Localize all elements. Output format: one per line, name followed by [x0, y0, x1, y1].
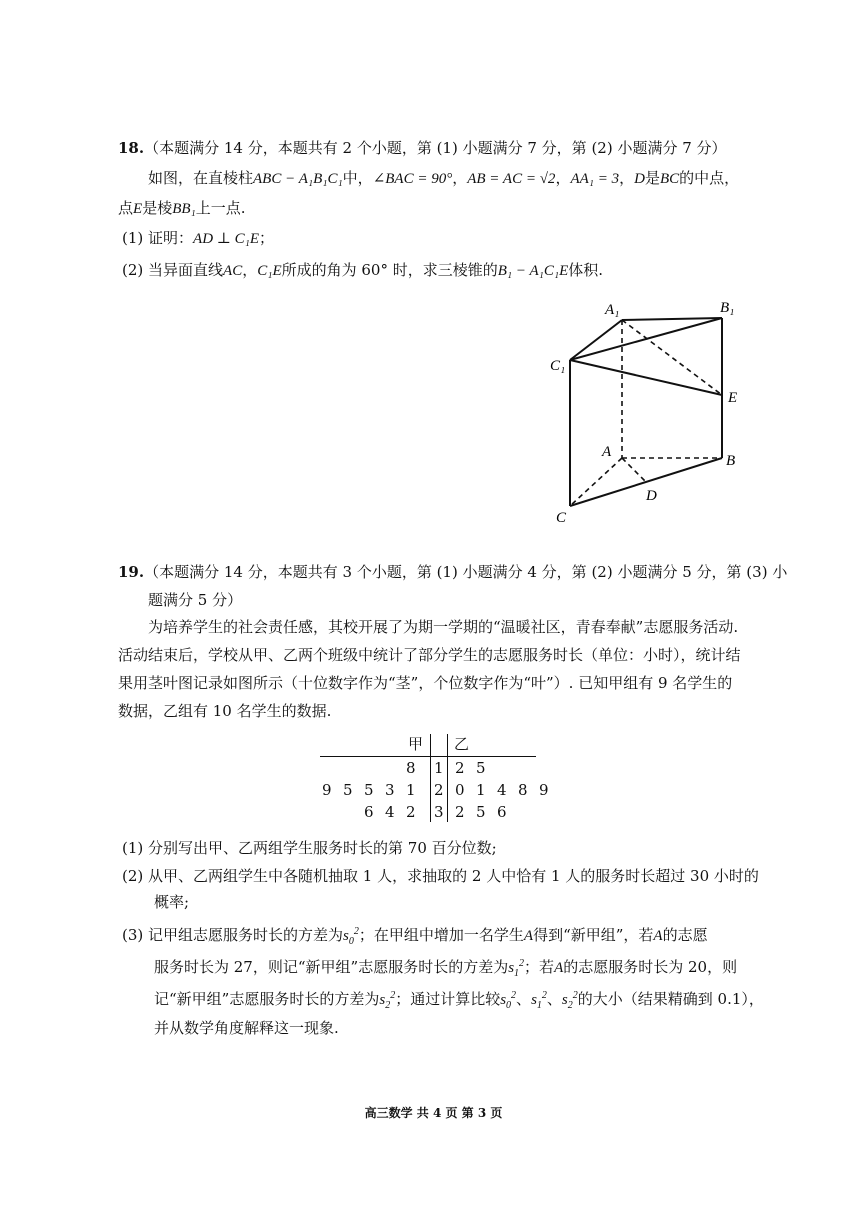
var-s: s: [343, 928, 349, 944]
leaf-right: 0: [455, 781, 465, 799]
q19-sub1-text: 分别写出甲、乙两组学生服务时长的第 70 百分位数;: [148, 839, 497, 857]
variance-s0: [343, 926, 359, 947]
q18-sep-2: ，: [555, 169, 571, 187]
label-d: D: [646, 488, 657, 504]
variance-s1: [508, 958, 525, 979]
leaf-left: 1: [406, 781, 416, 799]
q19-sub3-line2: [154, 954, 737, 984]
label-b1: B₁: [720, 300, 735, 316]
q19-sub3-text-2c: 的志愿服务时长为 20，则: [563, 958, 738, 976]
stem-leaf-right-header: 乙: [454, 735, 470, 753]
q18-header: （本题满分 14 分，本题共有 2 个小题，第 (1) 小题满分 7 分，第 (2) 小题满分 7 分）: [144, 139, 727, 157]
var-s: s: [500, 992, 507, 1008]
q18-prism-math: ABC − A₁B₁C₁: [253, 171, 343, 187]
prism-figure: [540, 290, 770, 530]
q18-stem-line2: [118, 198, 246, 219]
label-c1: C₁: [550, 358, 566, 374]
q18-bb1-math: BB₁: [172, 201, 196, 217]
label-c: C: [556, 510, 567, 526]
leaf-right: 5: [476, 803, 486, 821]
q18-number: 18.: [118, 139, 145, 157]
q18-part2-label: (2): [122, 261, 144, 279]
q18-part2: [122, 260, 603, 281]
q18-stem-text-4: 是: [644, 169, 660, 187]
leaf-left: 3: [385, 781, 395, 799]
q19-sub3-text-3a: 记“新甲组”志愿服务时长的方差为: [154, 990, 380, 1008]
q18-part2-math-tetra: B₁ − A₁C₁E: [497, 263, 569, 279]
leaf-right: 5: [476, 759, 486, 777]
q19-sub2-line2: 概率;: [154, 893, 190, 911]
variance-s0: [500, 990, 517, 1011]
q19-sub3-text-1d: 的志愿: [662, 926, 708, 944]
stem-leaf-header-rule: [320, 756, 536, 757]
q18-stem-text-6: 点: [118, 199, 134, 217]
q19-sub3-sep1: 、: [516, 990, 532, 1008]
q18-stem-text-7: 是棱: [142, 199, 173, 217]
stem-value: 3: [434, 803, 444, 821]
leaf-right: 1: [476, 781, 486, 799]
q18-stem-text-2: 中，: [342, 169, 373, 187]
leaf-left: 5: [343, 781, 353, 799]
q19-sub3-text-3c: 的大小（结果精确到 0.1），: [577, 990, 764, 1008]
q19-para-line4: 数据，乙组有 10 名学生的数据.: [118, 702, 332, 720]
var-a: A: [653, 928, 663, 944]
q19-header-1: （本题满分 14 分，本题共有 3 个小题，第 (1) 小题满分 4 分，第 (2) 小题满分 5 分，第 (3) 小: [144, 563, 788, 581]
q18-part1-label: (1): [122, 229, 144, 247]
var-s: s: [508, 960, 515, 976]
page-footer: 高三数学 共 4 页 第 3 页: [364, 1106, 503, 1120]
q19-para-line3: 果用茎叶图记录如图所示（十位数字作为“茎”，个位数字作为“叶”）. 已知甲组有 9 名学生的: [118, 674, 733, 692]
q18-part1-math: AD ⊥ C₁E: [193, 231, 260, 247]
leaf-right: 6: [497, 803, 507, 821]
edge-a-d: [622, 458, 646, 482]
sup-2: 2: [519, 958, 525, 969]
q18-header-line: [118, 138, 727, 158]
leaf-left: 9: [322, 781, 332, 799]
q18-part2-math-ac: AC: [223, 263, 243, 279]
leaf-left: 6: [364, 803, 374, 821]
q19-para-line1: 为培养学生的社会责任感，其校开展了为期一学期的“温暖社区，青春奉献”志愿服务活动.: [148, 618, 739, 636]
leaf-right: 2: [455, 803, 465, 821]
q19-sub2-label: (2): [122, 867, 144, 885]
var-a: A: [523, 928, 534, 944]
stem-leaf-rule-left: [430, 734, 431, 822]
q19-header-line1: [118, 562, 787, 582]
label-a1: A₁: [605, 302, 620, 318]
sub-1: 1: [514, 968, 520, 979]
q19-sub1-label: (1): [122, 839, 144, 857]
leaf-left: 5: [364, 781, 374, 799]
q18-stem-text-8: 上一点.: [195, 199, 246, 217]
q18-e-math: E: [133, 201, 143, 217]
variance-s2: [379, 990, 396, 1011]
var-a: A: [554, 960, 564, 976]
q19-header-line2: 题满分 5 分）: [148, 591, 243, 609]
label-a: A: [602, 444, 612, 460]
q18-part1: [122, 228, 274, 249]
sup-2: 2: [511, 990, 517, 1001]
q19-sub3-text-2a: 服务时长为 27，则记“新甲组”志愿服务时长的方差为: [154, 958, 509, 976]
leaf-left: 8: [406, 759, 416, 777]
q18-part2-math-c1e: C₁E: [257, 263, 282, 279]
q19-sub1: [122, 838, 497, 858]
q19-sub3-text-2b: ；若: [524, 958, 555, 976]
q18-stem-text-1: 如图，在直棱柱: [148, 169, 254, 187]
q18-stem-line1: [148, 168, 739, 189]
variance-s1: [531, 990, 547, 1011]
var-s: s: [531, 992, 537, 1008]
stem-value: 1: [434, 759, 444, 777]
leaf-left: 2: [406, 803, 416, 821]
q18-bc-math: BC: [660, 171, 680, 187]
leaf-right: 8: [518, 781, 528, 799]
q18-part2-text-b: 所成的角为 60° 时，求三棱锥的: [281, 261, 498, 279]
q19-sub3-line4: 并从数学角度解释这一现象.: [154, 1019, 339, 1037]
q18-angle-math: ∠BAC = 90°: [372, 171, 453, 187]
q18-d-math: D: [634, 171, 645, 187]
q19-sub3-line1: [122, 922, 708, 952]
sup-2: 2: [390, 990, 396, 1001]
sub-2: 2: [385, 1000, 391, 1011]
edge-c1-e: [570, 360, 722, 395]
edge-a1-c1: [570, 320, 622, 360]
stem-value: 2: [434, 781, 444, 799]
q19-sub3-sep2: 、: [546, 990, 562, 1008]
sub-2: 2: [567, 1000, 573, 1011]
var-s: s: [379, 992, 386, 1008]
q19-sub3-text-3b: ；通过计算比较: [395, 990, 501, 1008]
q18-part2-text-a: 当异面直线: [148, 261, 224, 279]
edge-a1-b1: [622, 318, 722, 320]
sub-0: 0: [348, 936, 354, 947]
stem-leaf-rule-right: [447, 734, 448, 822]
leaf-right: 4: [497, 781, 507, 799]
q19-sub3-text-1c: 得到“新甲组”，若: [533, 926, 654, 944]
sub-1: 1: [536, 1000, 542, 1011]
sup-2: 2: [572, 990, 578, 1001]
label-b: B: [726, 453, 736, 469]
leaf-right: 2: [455, 759, 465, 777]
q18-part1-text: 证明：: [148, 229, 194, 247]
q19-sub3-text-1a: 记甲组志愿服务时长的方差为: [148, 926, 344, 944]
q18-part1-end: ；: [259, 229, 275, 247]
q19-para-line2: 活动结束后，学校从甲、乙两个班级中统计了部分学生的志愿服务时长（单位：小时），统计结: [118, 646, 741, 664]
q18-part2-sep: ，: [242, 261, 258, 279]
q18-stem-text-3: ，: [619, 169, 635, 187]
stem-leaf-left-header: 甲: [408, 735, 424, 753]
label-e: E: [728, 390, 738, 406]
q18-aa1-math: AA₁ = 3: [570, 171, 620, 187]
q19-sub3-label: (3): [122, 926, 144, 944]
q18-sep-1: ，: [452, 169, 468, 187]
q19-sub2-text-1: 从甲、乙两组学生中各随机抽取 1 人，求抽取的 2 人中恰有 1 人的服务时长超过 30 小时的: [148, 867, 759, 885]
sup-2: 2: [541, 990, 547, 1001]
var-s: s: [561, 992, 568, 1008]
q19-sub2-line1: [122, 866, 759, 886]
variance-s2: [561, 990, 578, 1011]
sup-2: 2: [353, 926, 359, 937]
q18-ab-math: AB = AC = √2: [467, 171, 556, 187]
q18-stem-text-5: 的中点，: [679, 169, 740, 187]
leaf-right: 9: [539, 781, 549, 799]
sub-0: 0: [506, 1000, 512, 1011]
q18-part2-text-c: 体积.: [568, 261, 604, 279]
q19-number: 19.: [118, 563, 145, 581]
leaf-left: 4: [385, 803, 395, 821]
q19-sub3-line3: [154, 986, 764, 1016]
stem-leaf-plot: [320, 734, 549, 822]
q19-sub3-text-1b: ；在甲组中增加一名学生: [358, 926, 524, 944]
